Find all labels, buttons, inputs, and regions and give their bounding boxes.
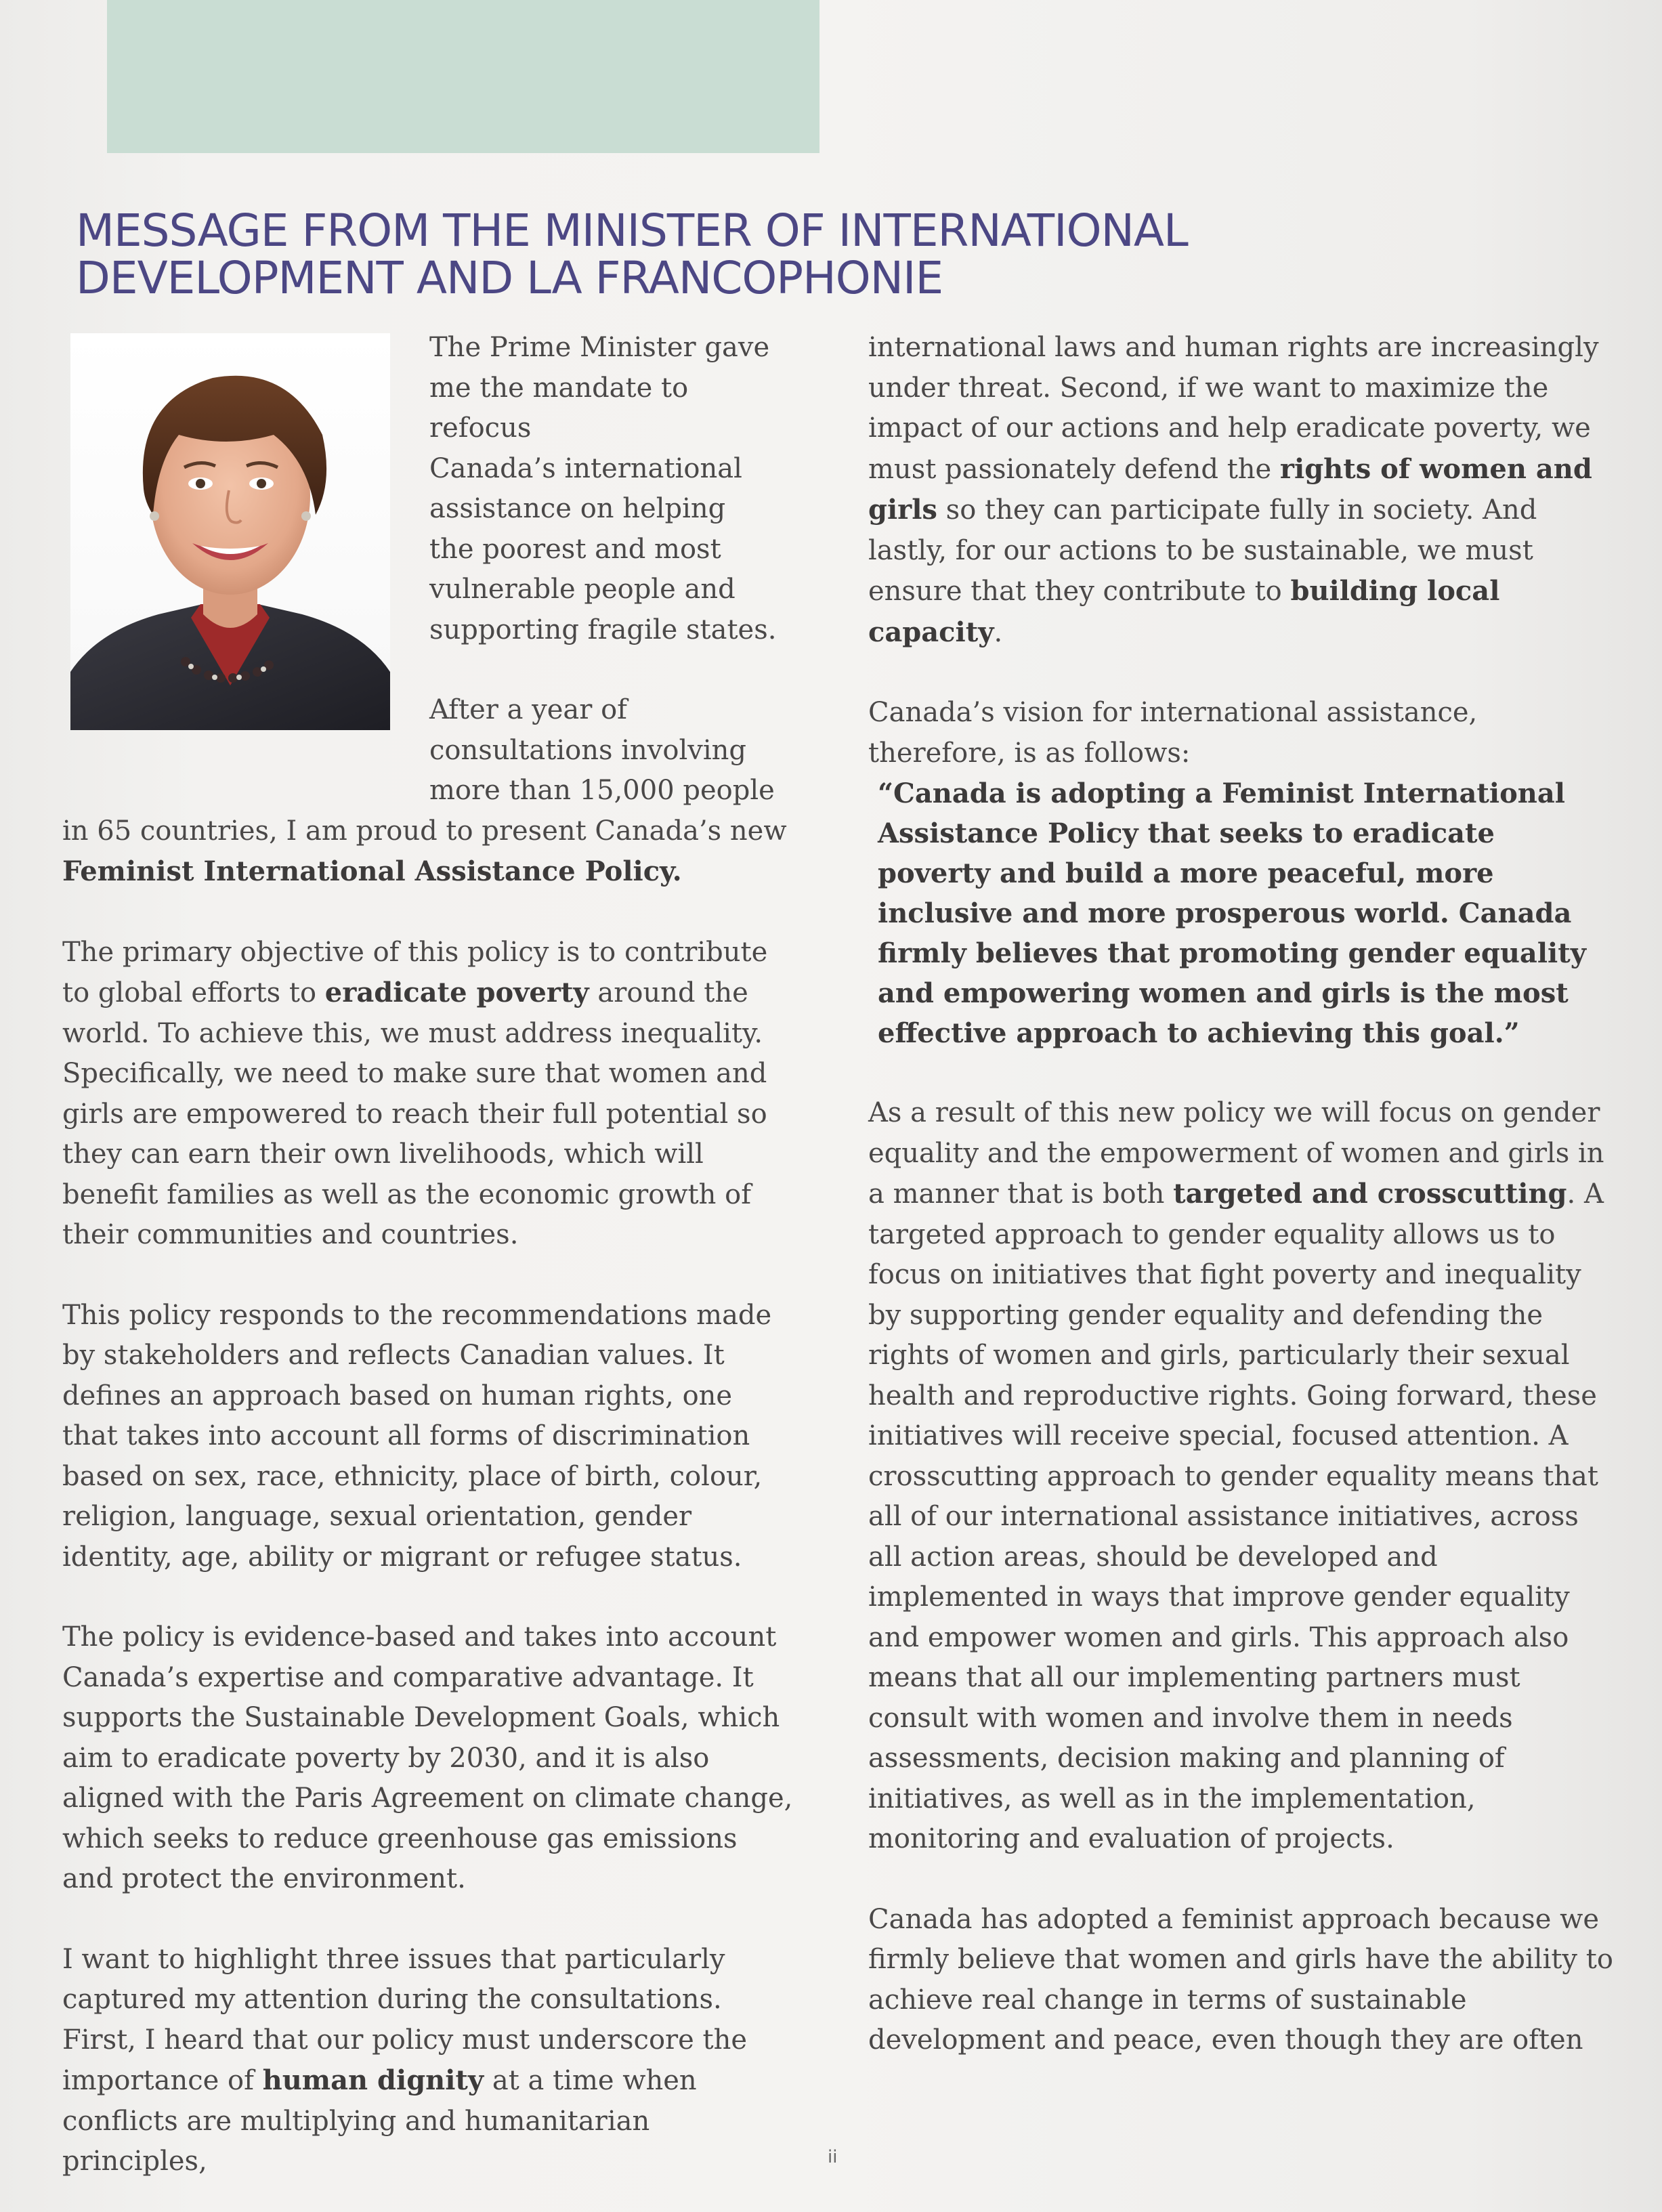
intro-line: assistance on helping [429,493,726,524]
consultation-text: in 65 countries, I am proud to present Canada’s new [62,815,787,847]
right-column [868,328,1613,2061]
priorities-paragraph [868,328,1613,653]
issues-text-a: I want to highlight three issues that particularly captured my attention during the consultations. First, I heard that our policy must underscore the importance of [62,1943,748,2096]
evidence-paragraph: The policy is evidence-based and takes into account Canada’s expertise and comparative advantage. It supports the Sustainable Development Goals, which aim to eradicate poverty by 2030, and it is also aligned with the Paris Agreement on climate change, which seeks to reduce greenhouse gas emissions and protect the environment. [62,1621,793,1894]
intro-line: supporting fragile states. [429,614,777,645]
objective-text-b: around the world. To achieve this, we must address inequality. Specifically, we need to make sure that women and girls are empowered to reach their full potential so they can earn their own livelihoods, which will benefit families as well as the economic growth of their communities and countries. [62,977,767,1250]
issues-emphasis: human dignity [262,2064,484,2096]
values-paragraph: This policy responds to the recommendations made by stakeholders and reflects Canadian values. It defines an approach based on human rights, one that takes into account all forms of discrimination based on sex, race, ethnicity, place of birth, colour, religion, language, sexual orientation, gender identity, age, ability or migrant or refugee status. [62,1299,772,1573]
priorities-text-a: international laws and human rights are increasingly under threat. Second, if we want to maximize the impact of our actions and help eradicate poverty, we must passionately defend the [868,332,1599,485]
objective-paragraph [62,933,794,1256]
issues-text-b: at a time when conflicts are multiplying and humanitarian principles, [62,2065,697,2177]
decorative-color-band [107,0,819,153]
intro-line: Canada’s international [429,452,742,484]
consultation-line: After a year of [429,694,627,725]
page-number: ii [828,2147,838,2167]
consultation-line: consultations involving [429,734,746,766]
page-title-line-2: DEVELOPMENT AND LA FRANCOPHONIE [76,252,943,304]
vision-intro-paragraph: Canada’s vision for international assistance, therefore, is as follows: [868,697,1478,769]
left-column [62,328,794,2182]
approach-paragraph [868,1093,1613,1860]
objective-emphasis: eradicate poverty [324,977,589,1008]
policy-name: Feminist International Assistance Policy. [62,855,682,887]
approach-text-a: As a result of this new policy we will focus on gender equality and the empowerment of women and girls in a manner that is both [868,1097,1604,1210]
page-title-line-1: MESSAGE FROM THE MINISTER OF INTERNATIONAL [76,205,1188,257]
issues-paragraph [62,1940,794,2182]
intro-line: me the mandate to refocus [429,372,689,444]
vision-quote: “Canada is adopting a Feminist International Assistance Policy that seeks to eradicate poverty and build a more peaceful, more inclusive and more prosperous world. Canada firmly believes that promoting gender equality and empowering women and girls is the most effective approach to achieving this goal.” [878,778,1586,1049]
consultation-line: more than 15,000 people [429,775,775,806]
approach-emphasis: targeted and crosscutting [1173,1178,1567,1210]
intro-paragraph [62,328,794,650]
intro-line: vulnerable people and [429,574,736,605]
objective-text-a: The primary objective of this policy is to contribute to global efforts to [62,936,768,1008]
priorities-emphasis-2: building local capacity [868,575,1500,648]
priorities-text-b: so they can participate fully in society. And lastly, for our actions to be sustainable, we must ensure that they contribute to [868,494,1537,607]
consultation-paragraph [62,690,794,893]
intro-line: the poorest and most [429,533,721,565]
feminist-approach-paragraph: Canada has adopted a feminist approach because we firmly believe that women and girls have the ability to achieve real change in terms of sustainable development and peace, even though they are often [868,1903,1613,2056]
intro-line: The Prime Minister gave [429,332,770,363]
page-title [76,207,1363,302]
priorities-text-c: . [994,616,1003,648]
priorities-emphasis-1: rights of women and girls [868,452,1592,526]
approach-text-b: . A targeted approach to gender equality allows us to focus on initiatives that fight poverty and inequality by supporting gender equality and defending the rights of women and girls, particularly their sexual health and reproductive rights. Going forward, these initiatives will receive special, focused attention. A crosscutting approach to gender equality means that all of our international assistance initiatives, across all action areas, should be developed and implemented in ways that improve gender equality and empower women and girls. This approach also means that all our implementing partners must consult with women and involve them in needs assessments, decision making and planning of initiatives, as well as in the implementation, monitoring and evaluation of projects. [868,1178,1604,1854]
